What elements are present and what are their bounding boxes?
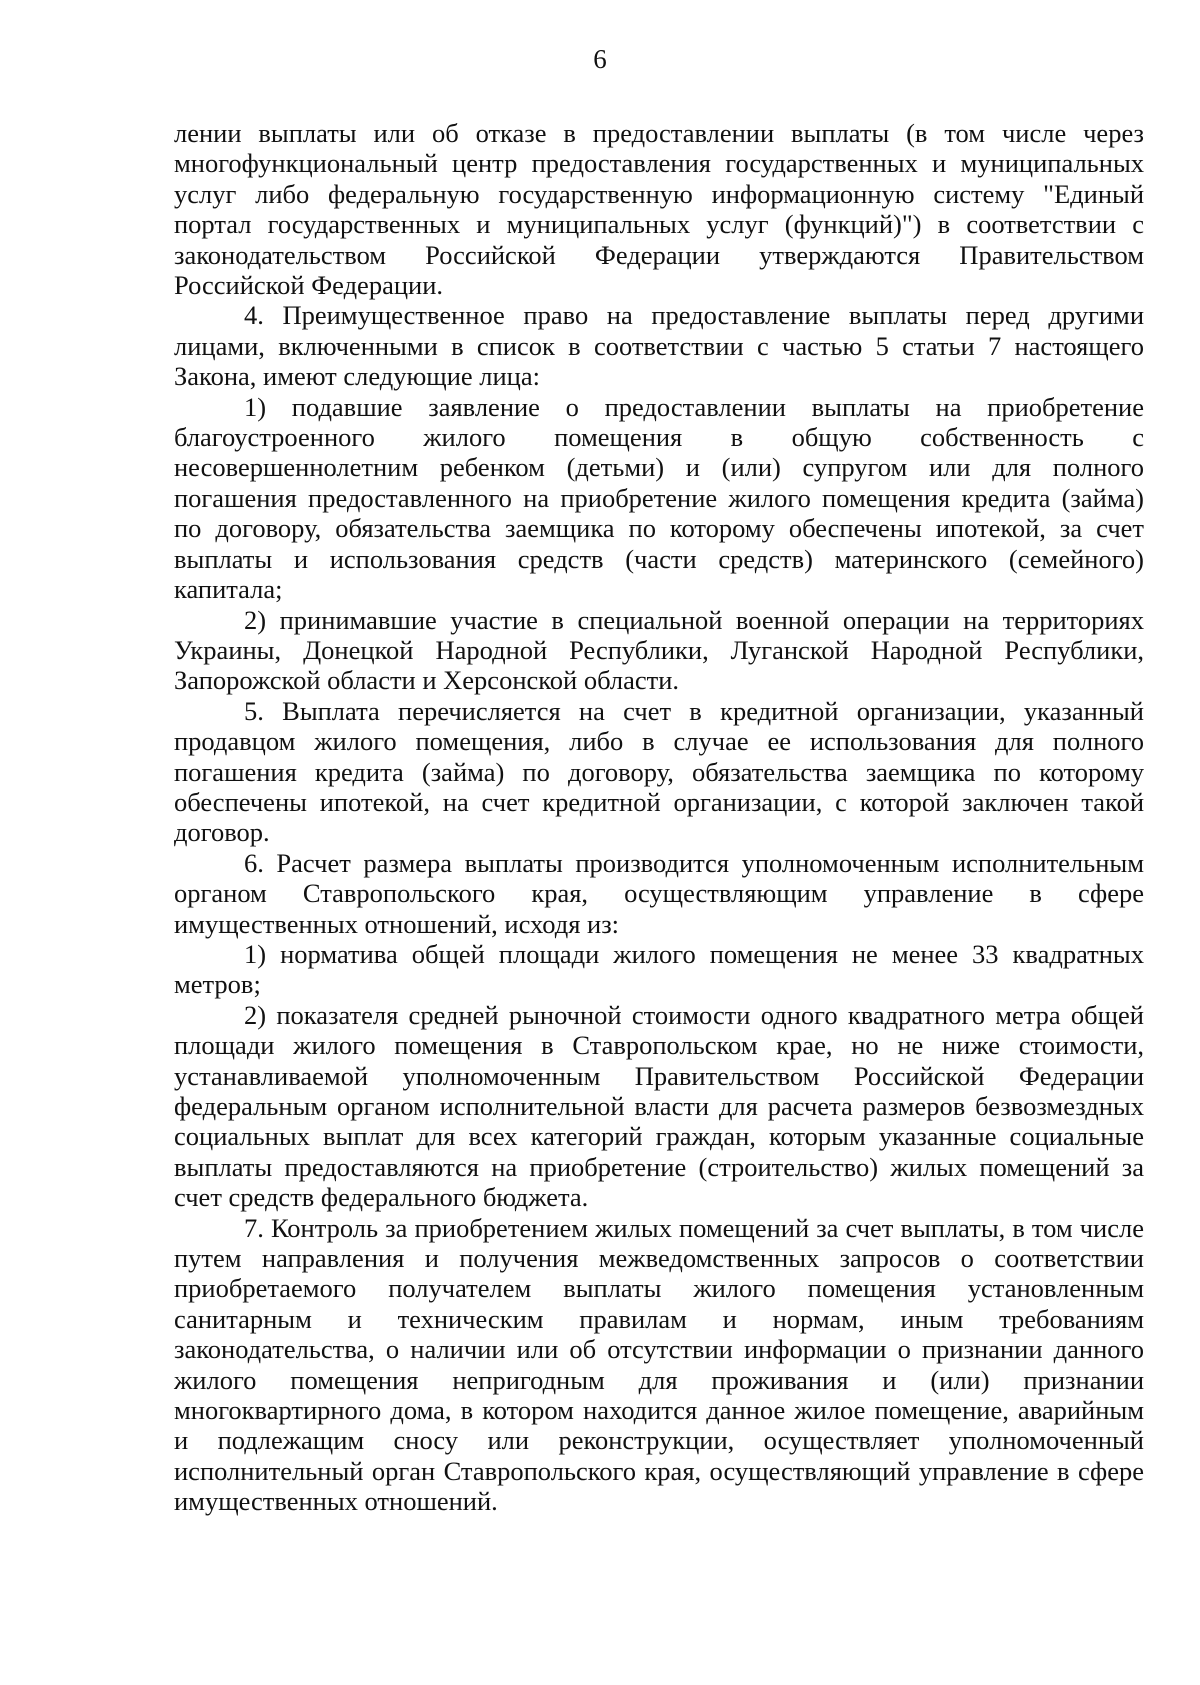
paragraph-item-5: 5. Выплата перечисляется на счет в кредитной организации, указанный продавцом жилого помещения, либо в случае ее использования для полного погашения кредита (займа) по договору, обязательства заемщика по которому обеспечены ипотекой, на счет кредитной организации, с которой заключен такой договор. bbox=[174, 695, 1144, 848]
subparagraph-6-1: 1) норматива общей площади жилого помещения не менее 33 квадратных метров; bbox=[174, 938, 1144, 1000]
paragraph-item-7: 7. Контроль за приобретением жилых помещений за счет выплаты, в том числе путем направления и получения межведомственных запросов о соответствии приобретаемого получателем выплаты жилого помещения установленным санитарным и техническим правилам и нормам, иным требованиям законодательства, о наличии или об отсутствии информации о признании данного жилого помещения непригодным для проживания и (или) признании многоквартирного дома, в котором находится данное жилое помещение, аварийным и подлежащим сносу или реконструкции, осуществляет уполномоченный исполнительный орган Ставропольского края, осуществляющий управление в сфере имущественных отношений. bbox=[174, 1212, 1144, 1517]
page-number: 6 bbox=[593, 44, 607, 74]
document-body bbox=[174, 118, 1144, 1517]
paragraph-item-6: 6. Расчет размера выплаты производится уполномоченным исполнительным органом Ставропольского края, осуществляющим управление в сфере имущественных отношений, исходя из: bbox=[174, 847, 1144, 939]
subparagraph-4-2: 2) принимавшие участие в специальной военной операции на территориях Украины, Донецкой Народной Республики, Луганской Народной Республики, Запорожской области и Херсонской области. bbox=[174, 604, 1144, 696]
paragraph-continuation: лении выплаты или об отказе в предоставлении выплаты (в том числе через многофункциональный центр предоставления государственных и муниципальных услуг либо федеральную государственную информационную систему "Единый портал государственных и муниципальных услуг (функций)") в соответствии с законодательством Российской Федерации утверждаются Правительством Российской Федерации. bbox=[174, 118, 1144, 301]
subparagraph-4-1: 1) подавшие заявление о предоставлении выплаты на приобретение благоустроенного жилого помещения в общую собственность с несовершеннолетним ребенком (детьми) и (или) супругом или для полного погашения предоставленного на приобретение жилого помещения кредита (займа) по договору, обязательства заемщика по которому обеспечены ипотекой, за счет выплаты и использования средств (части средств) материнского (семейного) капитала; bbox=[174, 391, 1144, 605]
paragraph-item-4: 4. Преимущественное право на предоставление выплаты перед другими лицами, включенными в список в соответствии с частью 5 статьи 7 настоящего Закона, имеют следующие лица: bbox=[174, 300, 1144, 392]
subparagraph-6-2: 2) показателя средней рыночной стоимости одного квадратного метра общей площади жилого помещения в Ставропольском крае, но не ниже стоимости, устанавливаемой уполномоченным Правительством Российской Федерации федеральным органом исполнительной власти для расчета размеров безвозмездных социальных выплат для всех категорий граждан, которым указанные социальные выплаты предоставляются на приобретение (строительство) жилых помещений за счет средств федерального бюджета. bbox=[174, 999, 1144, 1213]
